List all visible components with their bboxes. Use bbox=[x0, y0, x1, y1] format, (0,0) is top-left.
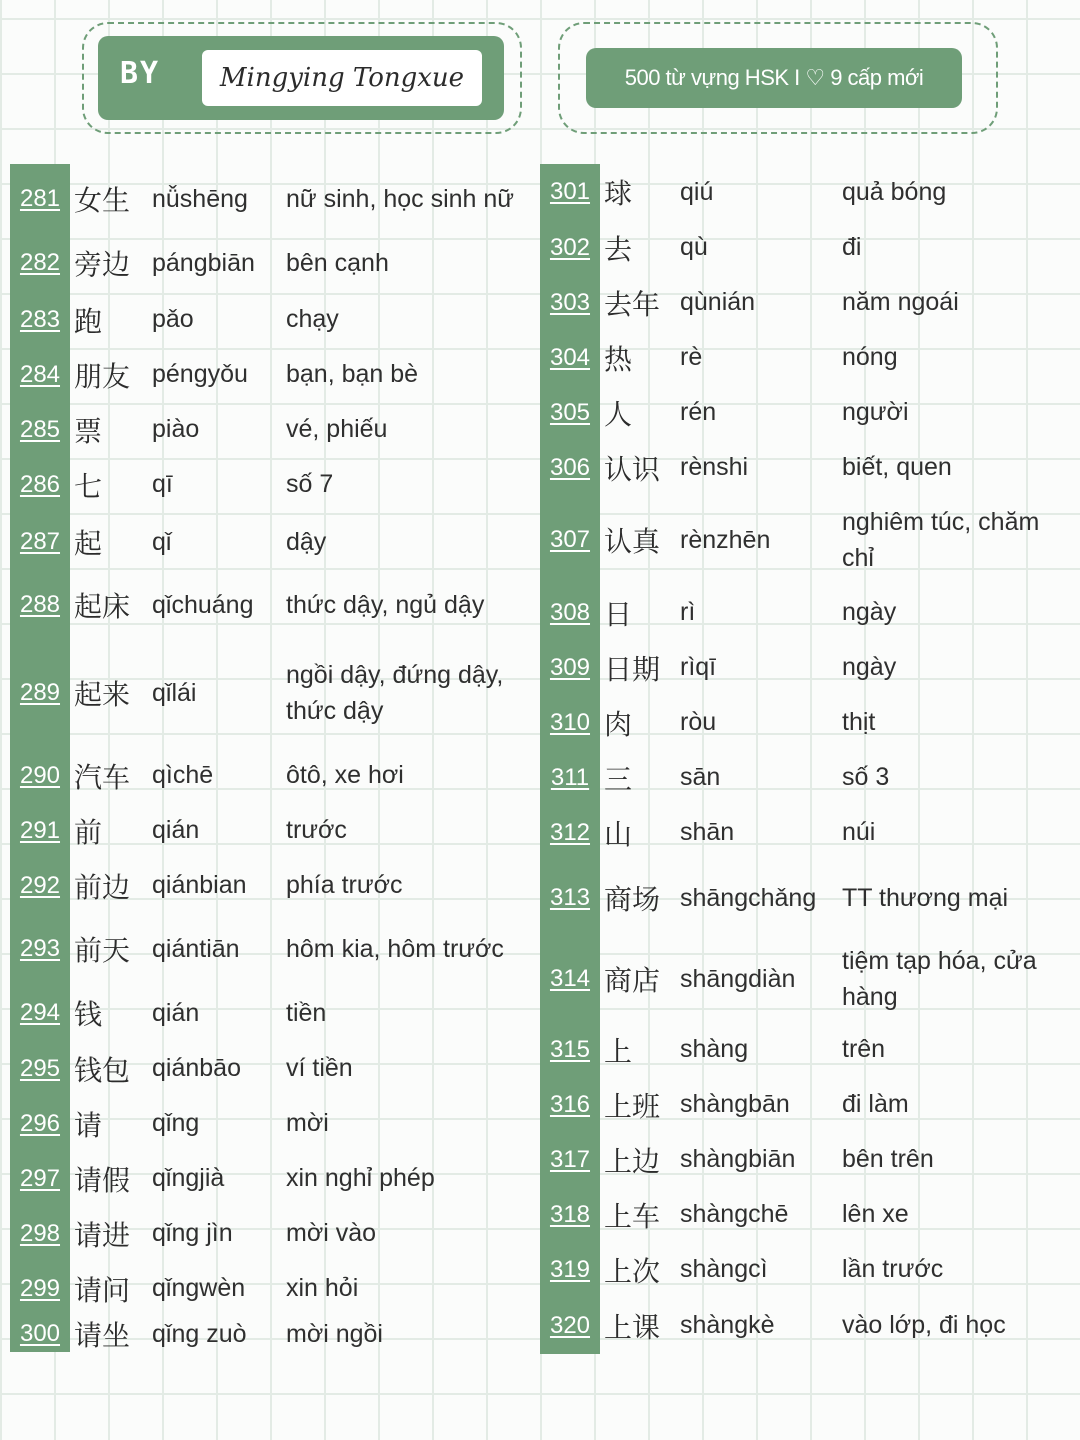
hanzi-word: 上边 bbox=[604, 1144, 661, 1178]
vietnamese-meaning: mời ngồi bbox=[286, 1319, 383, 1348]
pinyin-text: shàngchē bbox=[680, 1200, 789, 1228]
entry-number: 299 bbox=[19, 1274, 61, 1302]
vocab-row bbox=[540, 495, 1070, 585]
vocab-row bbox=[10, 402, 536, 457]
entry-number: 319 bbox=[549, 1255, 591, 1283]
pinyin-text: shàngbān bbox=[680, 1090, 790, 1118]
vietnamese-meaning: xin hỏi bbox=[286, 1274, 359, 1303]
entry-number: 301 bbox=[549, 178, 591, 205]
entry-number: 306 bbox=[549, 453, 591, 481]
vocab-row bbox=[540, 1132, 1070, 1187]
vocab-row bbox=[540, 220, 1070, 275]
pinyin-text: shàngbiān bbox=[680, 1145, 796, 1173]
pinyin-text: qù bbox=[680, 233, 708, 261]
author-header bbox=[82, 22, 522, 134]
pinyin-text: péngyǒu bbox=[152, 360, 248, 388]
pinyin-text: shàngkè bbox=[680, 1311, 775, 1339]
vietnamese-meaning: vào lớp, đi học bbox=[842, 1311, 1006, 1340]
vietnamese-meaning: ôtô, xe hơi bbox=[286, 761, 404, 790]
pinyin-text: qián bbox=[152, 998, 200, 1027]
pinyin-text: qǐ bbox=[152, 527, 172, 556]
pinyin-text: qián bbox=[152, 816, 200, 844]
hanzi-word: 肉 bbox=[604, 707, 633, 741]
page-title: 500 từ vựng HSK I ♡ 9 cấp mới bbox=[624, 65, 924, 90]
vietnamese-meaning: xin nghỉ phép bbox=[286, 1164, 435, 1193]
hanzi-word: 山 bbox=[604, 817, 633, 851]
vocab-row bbox=[540, 385, 1070, 440]
entry-number: 300 bbox=[19, 1320, 61, 1347]
vietnamese-meaning: số 3 bbox=[842, 763, 890, 792]
vocab-row bbox=[540, 860, 1070, 936]
pinyin-text: qǐngwèn bbox=[152, 1274, 246, 1302]
entry-number: 320 bbox=[549, 1311, 591, 1339]
vocab-row bbox=[540, 640, 1070, 695]
vocab-row bbox=[540, 440, 1070, 495]
entry-number: 313 bbox=[549, 884, 591, 911]
vietnamese-meaning: nữ sinh, học sinh nữ bbox=[286, 184, 515, 213]
hanzi-word: 去年 bbox=[604, 287, 661, 321]
vietnamese-meaning: quả bóng bbox=[842, 177, 947, 206]
vocab-row bbox=[10, 292, 536, 347]
vietnamese-meaning: số 7 bbox=[286, 470, 334, 499]
vietnamese-meaning: chạy bbox=[286, 305, 339, 334]
hanzi-word: 钱 bbox=[74, 998, 103, 1031]
hanzi-word: 上班 bbox=[604, 1089, 661, 1123]
vietnamese-meaning: tiệm tạp hóa, cửa hàng bbox=[842, 946, 1037, 1011]
hanzi-word: 日期 bbox=[604, 652, 661, 686]
vocab-row bbox=[540, 805, 1070, 860]
author-pill bbox=[202, 50, 482, 106]
vocab-list-left bbox=[10, 164, 536, 1352]
hanzi-word: 热 bbox=[604, 342, 633, 376]
vietnamese-meaning: ví tiền bbox=[286, 1054, 353, 1083]
vietnamese-meaning: nóng bbox=[842, 343, 898, 372]
vietnamese-meaning: núi bbox=[842, 818, 876, 847]
hanzi-word: 女生 bbox=[74, 184, 131, 217]
pinyin-text: qǐchuáng bbox=[152, 590, 254, 619]
hanzi-word: 汽车 bbox=[74, 760, 131, 794]
pinyin-text: rìqī bbox=[680, 653, 717, 681]
vocab-row bbox=[540, 330, 1070, 385]
entry-number: 290 bbox=[19, 761, 61, 789]
entry-number: 297 bbox=[19, 1164, 61, 1192]
entry-number: 295 bbox=[19, 1054, 61, 1082]
vocab-row bbox=[10, 1261, 536, 1316]
vocab-row bbox=[540, 1022, 1070, 1077]
vietnamese-meaning: biết, quen bbox=[842, 453, 952, 482]
hanzi-word: 起床 bbox=[74, 590, 131, 623]
vocab-row bbox=[10, 512, 536, 572]
vietnamese-meaning: năm ngoái bbox=[842, 288, 959, 317]
vocab-row bbox=[540, 1187, 1070, 1242]
pinyin-text: qiánbian bbox=[152, 871, 247, 899]
entry-number: 298 bbox=[19, 1219, 61, 1247]
vietnamese-meaning: đi bbox=[842, 233, 862, 262]
hanzi-word: 人 bbox=[604, 397, 633, 431]
vietnamese-meaning: TT thương mại bbox=[842, 883, 1009, 912]
hanzi-word: 前 bbox=[74, 815, 103, 849]
pinyin-text: shāngchǎng bbox=[680, 883, 817, 912]
vocab-row bbox=[10, 347, 536, 402]
pinyin-text: shàngcì bbox=[680, 1255, 768, 1283]
vocab-row bbox=[540, 1077, 1070, 1132]
entry-number: 291 bbox=[19, 816, 61, 844]
entry-number: 282 bbox=[19, 249, 61, 276]
vietnamese-meaning: ngày bbox=[842, 598, 897, 627]
vocab-row bbox=[540, 750, 1070, 805]
pinyin-text: qǐlái bbox=[152, 678, 197, 707]
vietnamese-meaning: ngồi dậy, đứng dậy, thức dậy bbox=[286, 660, 504, 725]
vietnamese-meaning: bên trên bbox=[842, 1145, 934, 1174]
pinyin-text: shāngdiàn bbox=[680, 964, 796, 993]
hanzi-word: 上课 bbox=[604, 1310, 661, 1344]
pinyin-text: qǐng zuò bbox=[152, 1319, 247, 1348]
pinyin-text: ròu bbox=[680, 708, 717, 736]
title-header bbox=[558, 22, 998, 134]
vietnamese-meaning: thức dậy, ngủ dậy bbox=[286, 590, 485, 619]
entry-number: 287 bbox=[19, 528, 61, 555]
entry-number: 317 bbox=[549, 1145, 591, 1173]
pinyin-text: pǎo bbox=[152, 305, 194, 333]
entry-number: 307 bbox=[549, 526, 591, 553]
entry-number: 318 bbox=[549, 1200, 591, 1228]
vocab-row bbox=[10, 803, 536, 858]
hanzi-word: 上次 bbox=[604, 1254, 661, 1288]
entry-number: 288 bbox=[19, 591, 61, 618]
pinyin-text: shān bbox=[680, 818, 735, 846]
vocab-row bbox=[10, 164, 536, 234]
vocab-row bbox=[540, 1297, 1070, 1354]
pinyin-text: rì bbox=[680, 598, 696, 626]
entry-number: 308 bbox=[549, 598, 591, 626]
vietnamese-meaning: vé, phiếu bbox=[286, 415, 388, 444]
hanzi-word: 旁边 bbox=[74, 248, 131, 281]
pinyin-text: qī bbox=[152, 470, 173, 498]
pinyin-text: qiántiān bbox=[152, 934, 240, 963]
hanzi-word: 认识 bbox=[604, 452, 661, 486]
vietnamese-meaning: mời vào bbox=[286, 1219, 377, 1248]
entry-number: 305 bbox=[549, 398, 591, 426]
pinyin-text: rènshi bbox=[680, 453, 749, 481]
vocab-row bbox=[10, 1041, 536, 1096]
vocab-row bbox=[540, 695, 1070, 750]
hanzi-word: 日 bbox=[604, 597, 633, 631]
vocab-row bbox=[10, 638, 536, 748]
entry-number: 284 bbox=[19, 360, 61, 388]
entry-number: 315 bbox=[549, 1035, 591, 1063]
hanzi-word: 上 bbox=[604, 1034, 633, 1068]
hanzi-word: 请假 bbox=[74, 1163, 131, 1197]
vocab-row bbox=[10, 1206, 536, 1261]
entry-number: 289 bbox=[19, 679, 61, 706]
vocab-row bbox=[10, 572, 536, 638]
vietnamese-meaning: bạn, bạn bè bbox=[286, 360, 419, 389]
hanzi-word: 商店 bbox=[604, 964, 661, 997]
entry-number: 311 bbox=[550, 763, 590, 791]
vocab-row bbox=[540, 275, 1070, 330]
vocab-list-right bbox=[540, 164, 1070, 1354]
vietnamese-meaning: ngày bbox=[842, 653, 897, 682]
entry-number: 302 bbox=[549, 233, 591, 261]
vietnamese-meaning: lần trước bbox=[842, 1255, 944, 1284]
vietnamese-meaning: lên xe bbox=[842, 1200, 909, 1229]
pinyin-text: pángbiān bbox=[152, 248, 255, 277]
vocab-row bbox=[10, 985, 536, 1041]
hanzi-word: 去 bbox=[604, 232, 633, 266]
pinyin-text: rènzhēn bbox=[680, 525, 771, 554]
pinyin-text: qǐngjià bbox=[152, 1164, 225, 1192]
hanzi-word: 三 bbox=[604, 762, 633, 796]
vocab-row bbox=[540, 1242, 1070, 1297]
pinyin-text: rè bbox=[680, 343, 703, 371]
pinyin-text: rén bbox=[680, 398, 717, 426]
vietnamese-meaning: đi làm bbox=[842, 1090, 909, 1119]
entry-number: 309 bbox=[549, 653, 591, 681]
pinyin-text: qiú bbox=[680, 177, 714, 206]
vocab-row bbox=[10, 858, 536, 913]
entry-number: 296 bbox=[19, 1109, 61, 1137]
vietnamese-meaning: nghiêm túc, chăm chỉ bbox=[842, 507, 1040, 572]
entry-number: 286 bbox=[19, 470, 61, 498]
title-banner bbox=[586, 48, 962, 108]
vietnamese-meaning: dậy bbox=[286, 527, 327, 556]
vietnamese-meaning: người bbox=[842, 398, 909, 427]
hanzi-word: 前天 bbox=[74, 934, 131, 967]
entry-number: 294 bbox=[19, 999, 61, 1026]
hanzi-word: 请 bbox=[74, 1108, 103, 1142]
pinyin-text: nǚshēng bbox=[152, 184, 248, 213]
entry-number: 281 bbox=[19, 185, 61, 212]
vocab-row bbox=[10, 748, 536, 803]
vocab-row bbox=[10, 1316, 536, 1352]
entry-number: 304 bbox=[549, 343, 591, 371]
vietnamese-meaning: phía trước bbox=[286, 871, 403, 900]
entry-number: 312 bbox=[549, 818, 591, 846]
hanzi-word: 钱包 bbox=[74, 1053, 131, 1087]
entry-number: 310 bbox=[549, 708, 591, 736]
vietnamese-meaning: trước bbox=[286, 816, 347, 845]
entry-number: 316 bbox=[549, 1090, 591, 1118]
author-banner bbox=[98, 36, 504, 120]
hanzi-word: 商场 bbox=[604, 883, 661, 916]
vocab-row bbox=[540, 936, 1070, 1022]
entry-number: 292 bbox=[19, 871, 61, 899]
hanzi-word: 起来 bbox=[74, 678, 131, 711]
pinyin-text: sān bbox=[680, 763, 721, 791]
hanzi-word: 请坐 bbox=[74, 1319, 131, 1352]
entry-number: 293 bbox=[19, 935, 61, 962]
vocab-row bbox=[10, 234, 536, 292]
hanzi-word: 上车 bbox=[604, 1199, 661, 1233]
vietnamese-meaning: bên cạnh bbox=[286, 248, 389, 277]
pinyin-text: piào bbox=[152, 415, 200, 443]
pinyin-text: qìchē bbox=[152, 761, 214, 789]
hanzi-word: 起 bbox=[74, 527, 103, 560]
entry-number: 314 bbox=[549, 965, 591, 992]
vocab-row bbox=[10, 1096, 536, 1151]
vietnamese-meaning: thịt bbox=[842, 708, 876, 737]
vietnamese-meaning: trên bbox=[842, 1035, 886, 1064]
vocab-row bbox=[540, 164, 1070, 220]
pinyin-text: qǐng jìn bbox=[152, 1219, 233, 1247]
hanzi-word: 认真 bbox=[604, 525, 661, 558]
hanzi-word: 前边 bbox=[74, 870, 131, 904]
hanzi-word: 票 bbox=[74, 414, 103, 448]
hanzi-word: 跑 bbox=[74, 304, 103, 338]
entry-number: 283 bbox=[19, 305, 61, 333]
hanzi-word: 请进 bbox=[74, 1218, 131, 1252]
vietnamese-meaning: mời bbox=[286, 1109, 329, 1138]
vocab-row bbox=[10, 457, 536, 512]
vietnamese-meaning: tiền bbox=[286, 998, 327, 1027]
pinyin-text: qùnián bbox=[680, 288, 756, 316]
vocab-row bbox=[540, 585, 1070, 640]
pinyin-text: qiánbāo bbox=[152, 1054, 241, 1082]
pinyin-text: shàng bbox=[680, 1035, 749, 1063]
hanzi-word: 请问 bbox=[74, 1273, 131, 1307]
author-name: Mingying Tongxue bbox=[219, 63, 465, 93]
hanzi-word: 七 bbox=[74, 469, 103, 503]
hanzi-word: 球 bbox=[604, 177, 633, 210]
hanzi-word: 朋友 bbox=[74, 359, 131, 393]
entry-number: 303 bbox=[549, 288, 591, 316]
entry-number: 285 bbox=[19, 415, 61, 443]
vocab-row bbox=[10, 913, 536, 985]
vocab-row bbox=[10, 1151, 536, 1206]
pinyin-text: qǐng bbox=[152, 1109, 200, 1137]
vietnamese-meaning: hôm kia, hôm trước bbox=[286, 934, 504, 963]
by-label: BY bbox=[120, 56, 161, 91]
